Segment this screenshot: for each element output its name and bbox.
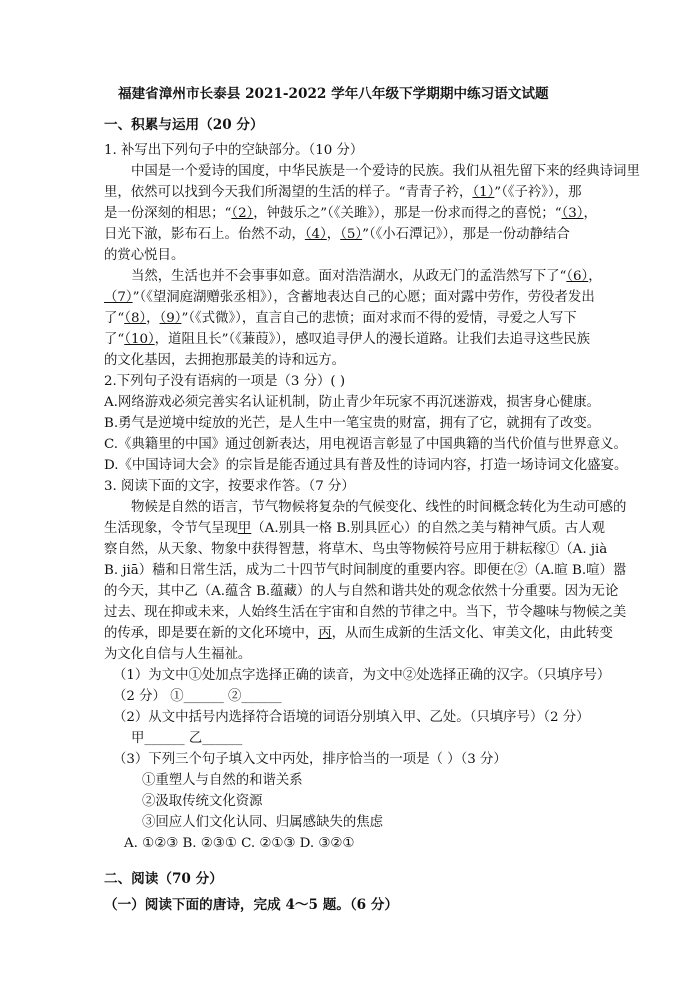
q1-paragraph2-line2: （7）”（《望洞庭湖赠张丞相》），含蓄地表达自己的心愿；面对露中劳作，劳役者发出 [104, 290, 595, 305]
q3-text-line7: 的传承，即是要在新的文化环境中，丙，从而生成新的生活文化、审美文化，由此转变 [104, 626, 613, 641]
blank-8: （8） [124, 311, 147, 326]
blank-3: （3） [561, 206, 584, 221]
q1-paragraph2-line3: 了“（8），（9）”（《式微》），直言自己的悲愤；面对求而不得的爱情，寻爱之人写下 [104, 311, 577, 326]
q3-text-line3: 察自然，从天象、物象中获得智慧，将草木、鸟虫等物候符号应用于耕耘稼①（A. jià [104, 542, 608, 557]
q1-paragraph2-line5: 的文化基因，去拥抱那最美的诗和远方。 [104, 353, 346, 368]
blank-jia: 甲 [237, 521, 252, 536]
q2-option-c: C.《典籍里的中国》通过创新表达，用电视语言彰显了中国典籍的当代价值与世界意义。 [104, 437, 627, 452]
q3-subquestion-1-answer: （2 分） ①______ ②______ [113, 689, 282, 704]
document-title: 福建省漳州市长泰县 2021-2022 学年八年级下学期期中练习语文试题 [118, 86, 549, 102]
q3-subquestion-2: （2）从文中括号内选择符合语境的词语分别填入甲、乙处。（只填序号）（2 分） [113, 710, 590, 725]
q2-option-a: A.网络游戏必须完善实名认证机制，防止青少年玩家不再沉迷游戏，损害身心健康。 [104, 395, 600, 410]
blank-1: （1） [472, 185, 495, 200]
q3-text-line6: 过去、现在抑或未来，人始终生活在宇宙和自然的节律之中。当下，节令趣味与物候之美 [104, 605, 627, 620]
q3-text-line1: 物候是自然的语言，节气物候将复杂的气候变化、线性的时间概念转化为生动可感的 [131, 500, 627, 515]
q3-text-line4: B. jiā）穑和日常生活，成为二十四节气时间制度的重要内容。即便在②（A.暄 B.喧）嚣 [104, 563, 627, 578]
q3-order-choices: A. ①②③ B. ②③① C. ②①③ D. ③②① [124, 836, 355, 851]
q3-sentence-1: ①重塑人与自然的和谐关系 [142, 773, 303, 788]
q3-sentence-2: ②汲取传统文化资源 [142, 794, 263, 809]
q1-paragraph1-line3: 是一份深刻的相思；“（2），钟鼓乐之”（《关雎》），那是一份求而得之的喜悦；“（3）， [104, 206, 597, 221]
q2-option-d: D.《中国诗词大会》的宗旨是能否通过具有普及性的诗词内容，打造一场诗词文化盛宴。 [104, 458, 628, 473]
q2-option-b: B.勇气是逆境中绽放的光芒，是人生中一笔宝贵的财富，拥有了它，就拥有了改变。 [104, 416, 601, 431]
q1-paragraph1-line1: 中国是一个爱诗的国度，中华民族是一个爱诗的民族。我们从祖先留下来的经典诗词里 [131, 164, 640, 179]
blank-4: （4） [304, 227, 327, 242]
section-heading-reading: 二、阅读（70 分） [104, 871, 223, 887]
question-3-stem: 3. 阅读下面的文字，按要求作答。（7 分） [104, 479, 355, 494]
blank-5: （5） [340, 227, 363, 242]
q3-sentence-3: ③回应人们文化认同、归属感缺失的焦虑 [142, 815, 384, 830]
q1-paragraph2-line4: 了“（10），道阻且长”（《蒹葭》），感叹追寻伊人的漫长道路。让我们去追寻这些民族 [104, 332, 590, 347]
q1-paragraph1-line4: 日光下澈，影布石上。佁然不动，（4），（5）”（《小石潭记》），那是一份动静结合 [104, 227, 570, 242]
blank-2: （2） [231, 206, 254, 221]
q3-text-line5: 的今天，其中乙（A.蕴含 B.蕴藏）的人与自然和谐共处的观念依然十分重要。因为无论 [104, 584, 619, 599]
blank-bing: 丙 [318, 626, 332, 641]
blank-7: （7） [104, 290, 133, 305]
q3-subquestion-1: （1）为文中①处加点字选择正确的读音，为文中②处选择正确的汉字。（只填序号） [113, 668, 611, 683]
q3-text-line8: 为文化自信与人生福祉。 [104, 647, 252, 662]
blank-6: （6） [566, 269, 589, 284]
q1-paragraph1-line5: 的赏心悦目。 [104, 248, 185, 263]
q3-subquestion-3: （3）下列三个句子填入文中丙处，排序恰当的一项是（ ）（3 分） [113, 752, 507, 767]
q3-text-line2: 生活现象，令节气呈现甲（A.别具一格 B.别具匠心）的自然之美与精神气质。古人观 [104, 521, 605, 536]
subsection-heading-tang-poem: （一）阅读下面的唐诗，完成 4～5 题。（6 分） [104, 897, 399, 913]
q1-paragraph1-line2: 里，依然可以找到今天我们所渴望的生活的样子。“青青子衿，（1）”（《子衿》），那 [104, 185, 582, 200]
q3-subquestion-2-answer: 甲______ 乙______ [131, 731, 243, 746]
blank-10: （10） [124, 332, 155, 347]
section-heading-accumulation: 一、积累与运用（20 分） [104, 117, 264, 133]
question-2-stem: 2.下列句子没有语病的一项是（3 分）( ) [104, 374, 346, 389]
q1-paragraph2-line1: 当然，生活也并不会事事如意。面对浩浩湖水，从政无门的孟浩然写下了“（6）， [131, 269, 602, 284]
question-1-stem: 1. 补写出下列句子中的空缺部分。（10 分） [104, 143, 364, 158]
blank-9: （9） [159, 311, 182, 326]
